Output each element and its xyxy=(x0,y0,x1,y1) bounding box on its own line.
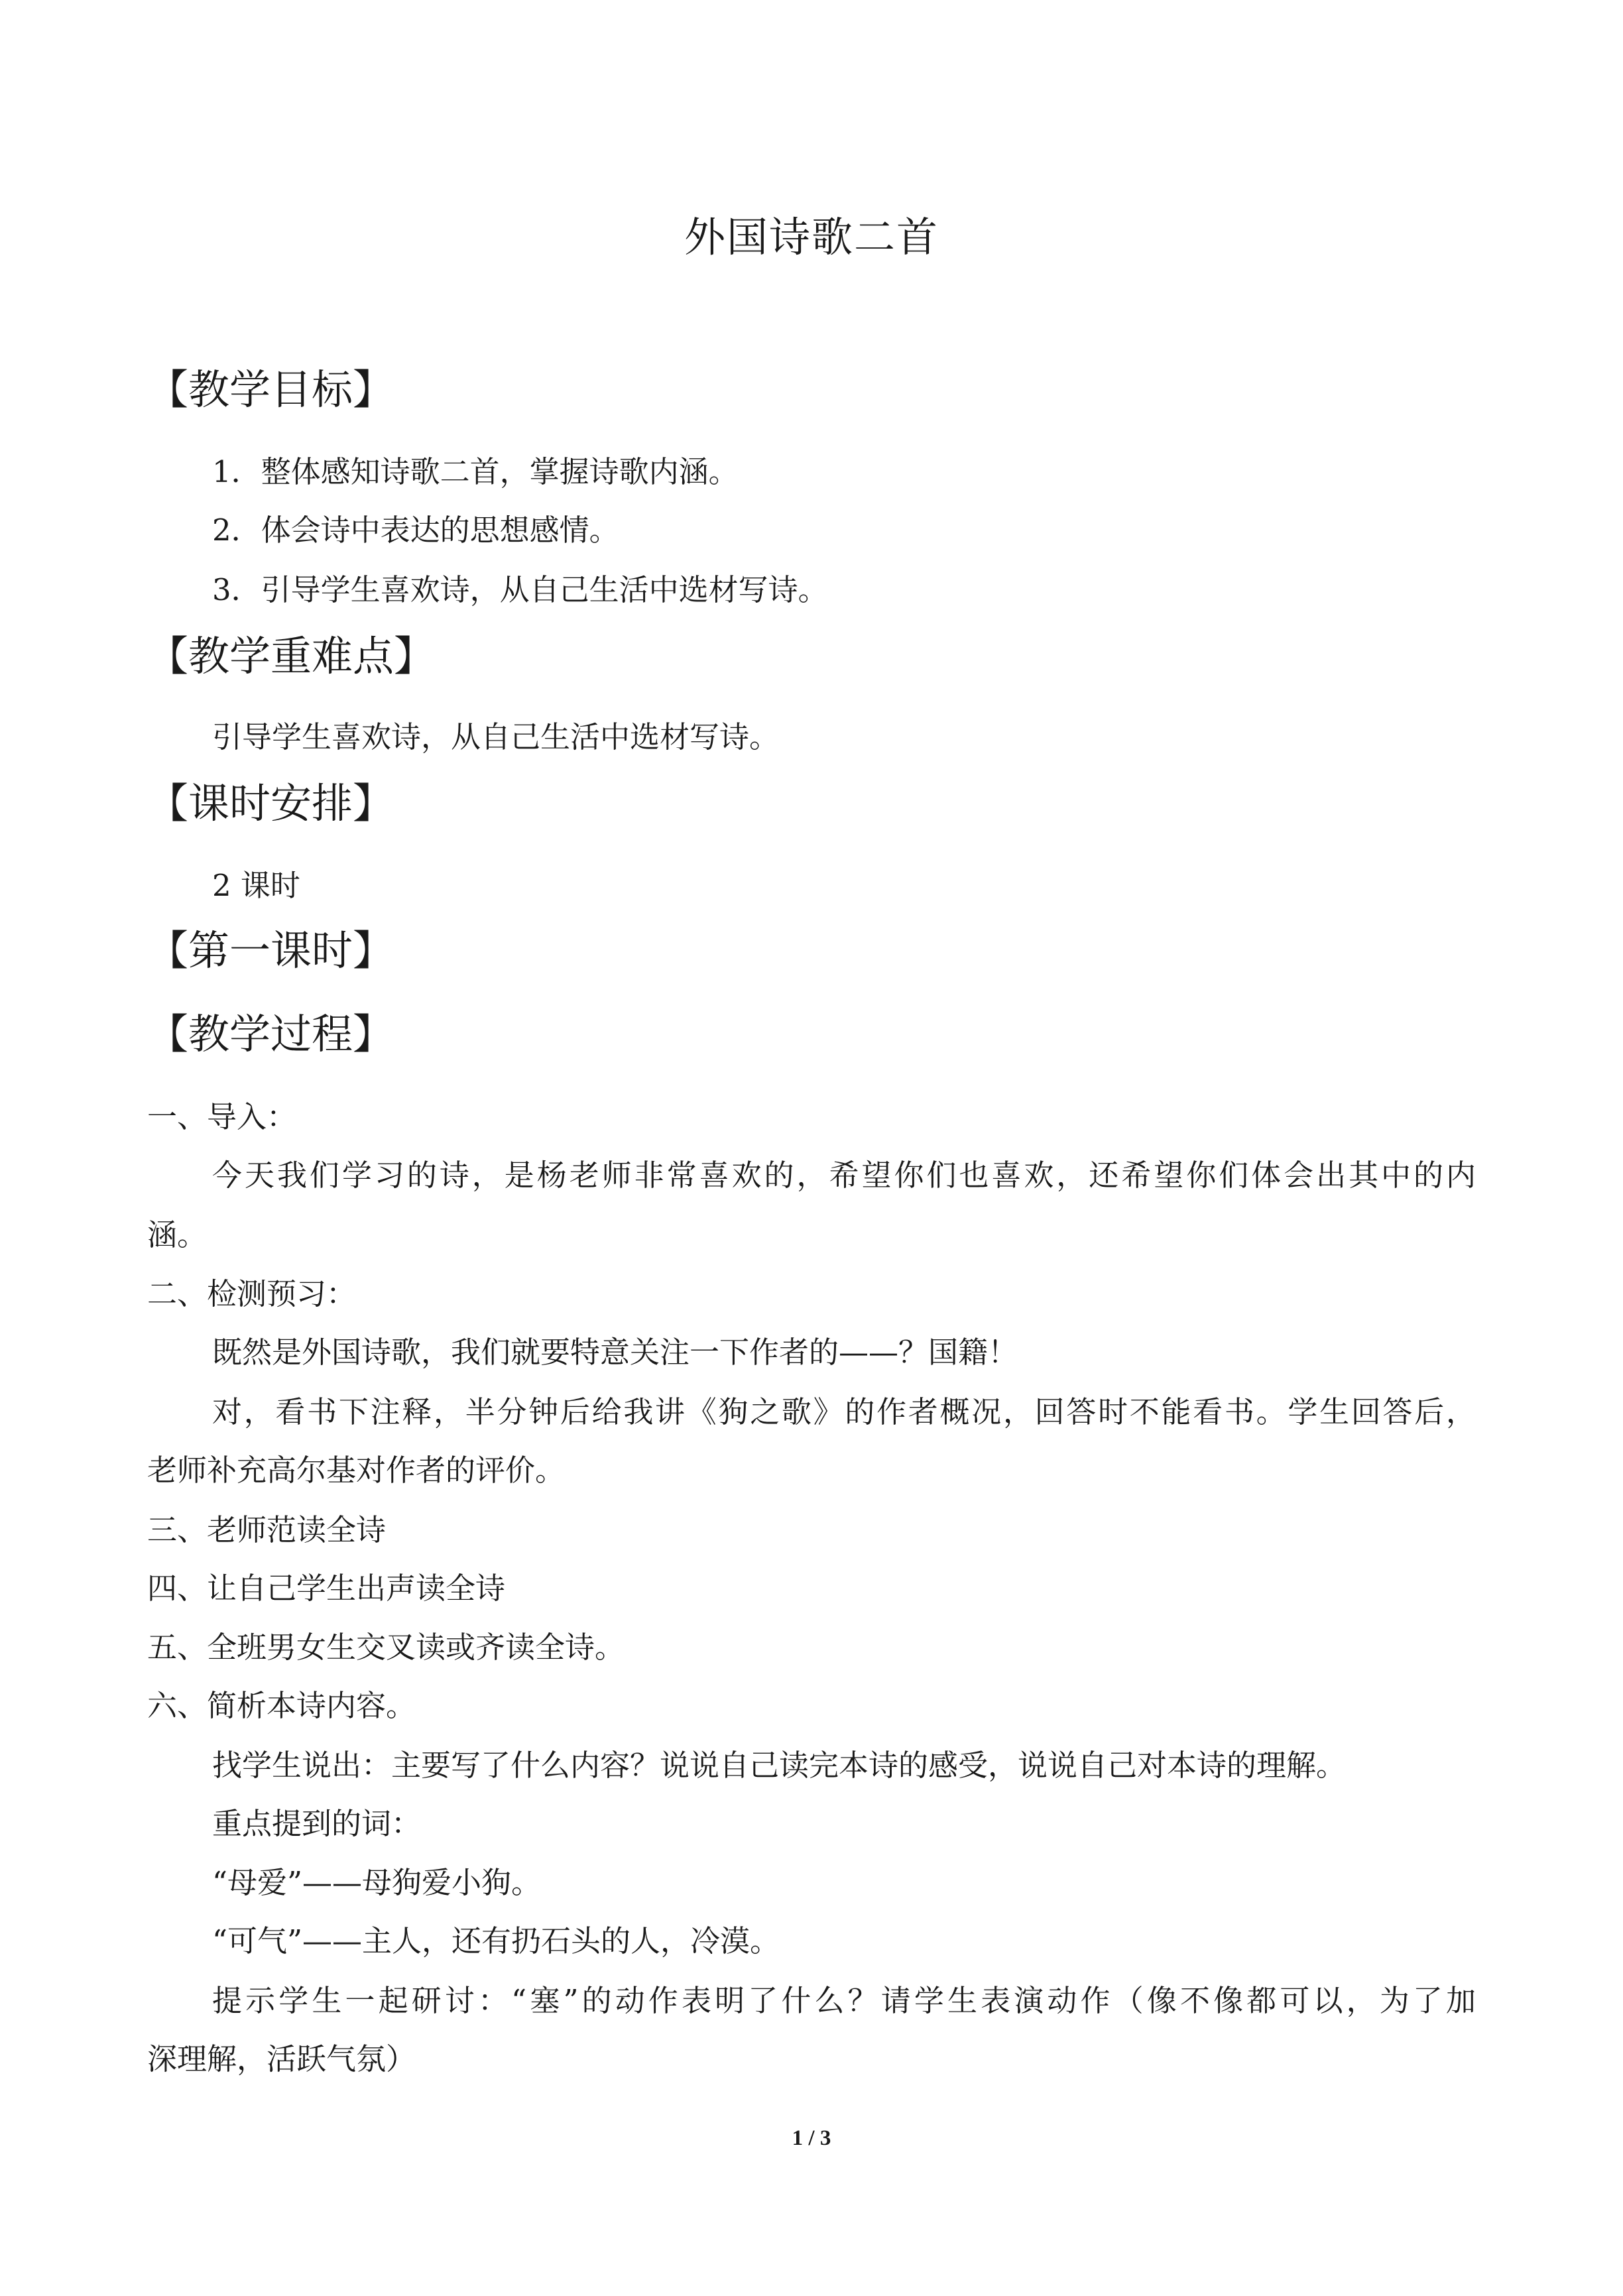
document-title: 外国诗歌二首 xyxy=(684,213,939,261)
objective-item-3: 3．引导学生喜欢诗，从自己生活中选材写诗。 xyxy=(212,572,828,607)
schedule-text: 2 课时 xyxy=(212,868,300,903)
step1-text-line2: 涵。 xyxy=(147,1217,208,1252)
step6-text5-line1: 提示学生一起研讨：“塞”的动作表明了什么？请学生表演动作（像不像都可以，为了加 xyxy=(212,1983,1476,2018)
schedule-heading: 【课时安排】 xyxy=(147,779,394,827)
step1-text-line1: 今天我们学习的诗，是杨老师非常喜欢的，希望你们也喜欢，还希望你们体会出其中的内 xyxy=(212,1158,1476,1193)
step6-text3: “母爱”——母狗爱小狗。 xyxy=(212,1865,542,1900)
step6-text4: “可气”——主人，还有扔石头的人，冷漠。 xyxy=(212,1923,780,1959)
step6-text5-line2: 深理解，活跃气氛） xyxy=(147,2041,416,2077)
lesson1-heading: 【第一课时】 xyxy=(147,926,394,975)
step6-title: 六、简析本诗内容。 xyxy=(147,1688,416,1723)
objective-item-2: 2．体会诗中表达的思想感情。 xyxy=(212,513,619,548)
step6-text1: 找学生说出：主要写了什么内容？说说自己读完本诗的感受，说说自己对本诗的理解。 xyxy=(212,1748,1347,1783)
keypoints-text: 引导学生喜欢诗，从自己生活中选材写诗。 xyxy=(212,719,780,755)
keypoints-heading: 【教学重难点】 xyxy=(147,632,436,680)
step3-title: 三、老师范读全诗 xyxy=(147,1512,387,1547)
step2-text2-line2: 老师补充高尔基对作者的评价。 xyxy=(147,1453,566,1488)
step1-title: 一、导入： xyxy=(147,1099,297,1134)
page-number: 1 / 3 xyxy=(792,2126,831,2150)
step2-text1: 既然是外国诗歌，我们就要特意关注一下作者的——？国籍！ xyxy=(212,1335,1018,1370)
objectives-heading: 【教学目标】 xyxy=(147,365,394,414)
step4-title: 四、让自己学生出声读全诗 xyxy=(147,1571,506,1606)
step6-text2: 重点提到的词： xyxy=(212,1806,422,1841)
step5-title: 五、全班男女生交叉读或齐读全诗。 xyxy=(147,1630,625,1665)
process-heading: 【教学过程】 xyxy=(147,1010,394,1058)
step2-text2-line1: 对，看书下注释，半分钟后给我讲《狗之歌》的作者概况，回答时不能看书。学生回答后， xyxy=(212,1394,1476,1429)
objective-item-1: 1．整体感知诗歌二首，掌握诗歌内涵。 xyxy=(212,454,739,489)
step2-title: 二、检测预习： xyxy=(147,1276,357,1311)
